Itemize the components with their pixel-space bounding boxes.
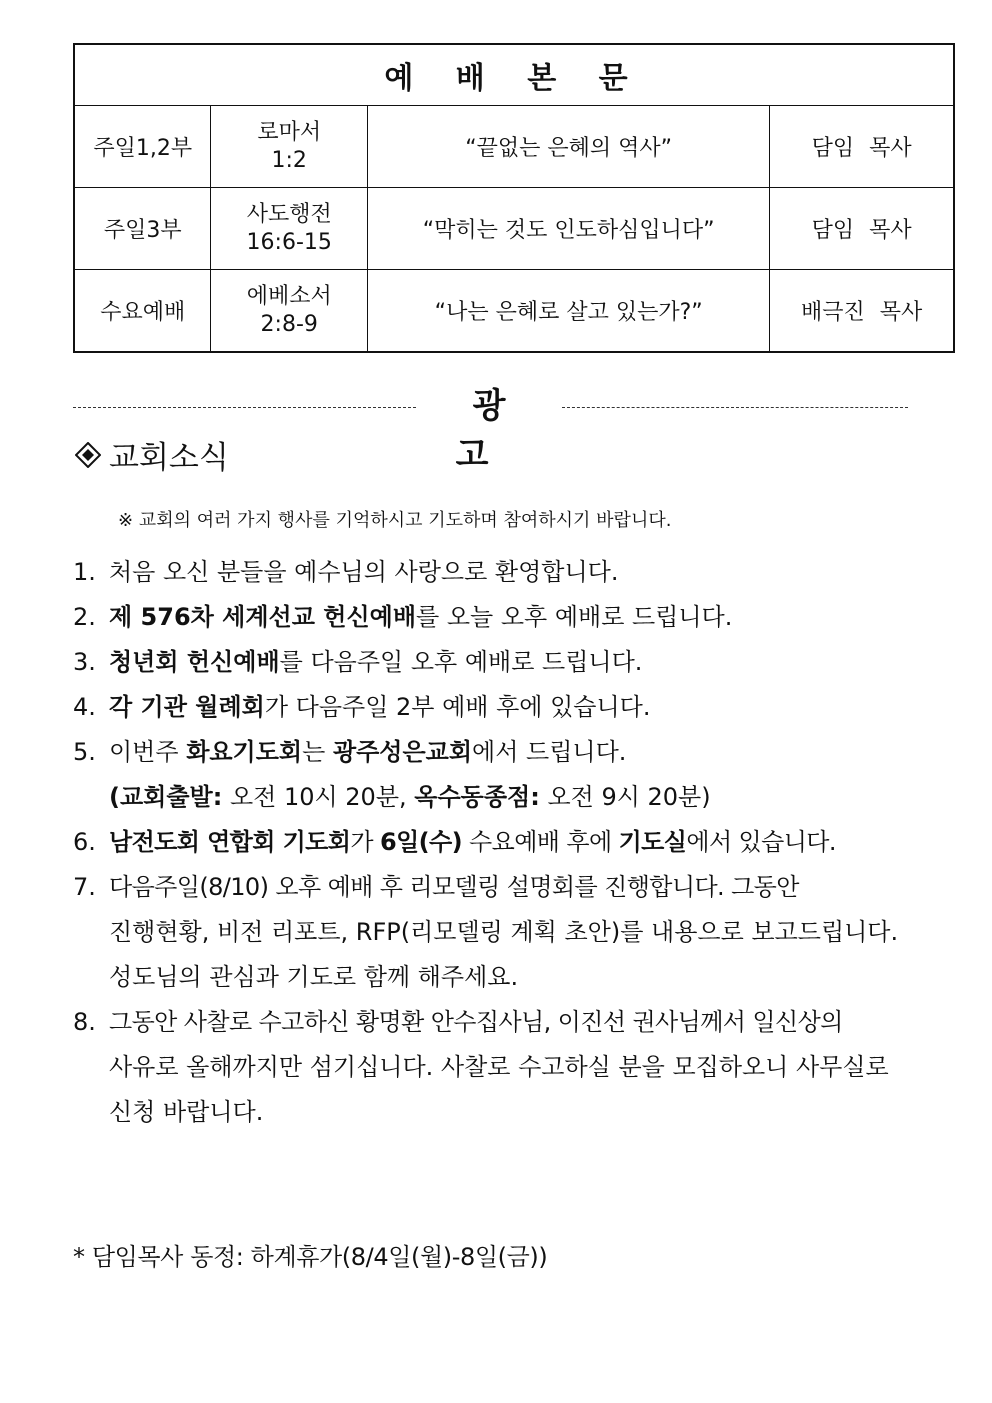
preacher: [770, 188, 954, 270]
scripture-verse: 1:2: [271, 147, 307, 173]
item-text: 에서 있습니다.: [686, 828, 836, 856]
item-number: 5.: [73, 738, 96, 766]
list-item: [73, 550, 933, 595]
announcements-title: 광 고: [455, 386, 540, 475]
item-bold: 교회출발:: [119, 783, 223, 811]
divider: [562, 407, 908, 408]
preacher-name: 담임 목사: [811, 218, 912, 243]
item-text: 는: [302, 738, 333, 766]
table-row: [74, 106, 954, 188]
list-item: [73, 640, 933, 685]
list-item: [73, 1000, 933, 1045]
item-text: 수요예배 후에: [462, 828, 619, 856]
item-number: 3.: [73, 648, 96, 676]
note-text: ※ 교회의 여러 가지 행사를 기억하시고 기도하며 참여하시기 바랍니다.: [118, 510, 672, 531]
scripture-verse: 16:6-15: [246, 229, 332, 255]
item-text: 성도님의 관심과 기도로 함께 해주세요.: [109, 963, 519, 991]
sermon-title: “끝없는 은혜의 역사”: [367, 106, 769, 188]
sermon-title: “나는 은혜로 살고 있는가?”: [367, 270, 769, 353]
service-name: 주일1,2부: [74, 106, 211, 188]
list-item-continuation: [73, 1045, 933, 1090]
service-name: 주일3부: [74, 188, 211, 270]
sermon-table: [73, 43, 955, 353]
sermon-table-title: 예 배 본 문: [74, 44, 954, 106]
item-bold: 6일(수): [379, 828, 462, 856]
item-number: 8.: [73, 1008, 96, 1036]
item-text: 오전 10시 20분,: [222, 783, 415, 811]
item-text: 이번주: [109, 738, 187, 766]
item-bold: 남전도회 연합회 기도회: [109, 828, 351, 856]
table-row: [74, 270, 954, 353]
divider: [73, 407, 416, 408]
list-item: [73, 820, 933, 865]
item-bold: 청년회 헌신예배: [109, 648, 280, 676]
item-text: 그동안 사찰로 수고하신 황명환 안수집사님, 이진선 권사님께서 일신상의: [109, 1008, 843, 1036]
item-bold: (: [109, 783, 120, 811]
scripture-book: 로마서: [257, 119, 322, 145]
list-item-continuation: [73, 1090, 933, 1135]
item-text: 오전 9시 20분): [539, 783, 711, 811]
item-number: 4.: [73, 693, 96, 721]
diamond-bullet-icon: [75, 442, 101, 468]
item-text: 처음 오신 분들을 예수님의 사랑으로 환영합니다.: [109, 558, 619, 586]
item-text: 진행현황, 비전 리포트, RFP(리모델링 계획 초안)를 내용으로 보고드립니다.: [109, 918, 899, 946]
scripture-book: 사도행전: [246, 201, 332, 227]
list-item: [73, 685, 933, 730]
preacher: [770, 106, 954, 188]
scripture: [211, 270, 368, 353]
pastor-schedule-footer: * 담임목사 동정: 하계휴가(8/4일(월)-8일(금)): [73, 1243, 548, 1271]
item-bold: 제 576차 세계선교 헌신예배: [109, 603, 417, 631]
item-text: 가 다음주일 2부 예배 후에 있습니다.: [264, 693, 651, 721]
item-number: 2.: [73, 603, 96, 631]
table-row: [74, 188, 954, 270]
preacher: [770, 270, 954, 353]
list-item: [73, 730, 933, 775]
item-text: 신청 바랍니다.: [109, 1098, 264, 1126]
sermon-title: “막히는 것도 인도하심입니다”: [367, 188, 769, 270]
item-number: 6.: [73, 828, 96, 856]
section-heading-text: 교회소식: [109, 440, 229, 476]
scripture-verse: 2:8-9: [260, 311, 318, 337]
item-text: 가: [350, 828, 380, 856]
item-bold: 각 기관 월례회: [109, 693, 265, 721]
list-item-continuation: [73, 955, 933, 1000]
list-item-continuation: [73, 775, 933, 820]
list-item-continuation: [73, 910, 933, 955]
scripture: [211, 106, 368, 188]
scripture-book: 에베소서: [246, 283, 332, 309]
item-text: 에서 드립니다.: [472, 738, 627, 766]
item-number: 1.: [73, 558, 96, 586]
item-text: 를 다음주일 오후 예배로 드립니다.: [279, 648, 643, 676]
item-text: 사유로 올해까지만 섬기십니다. 사찰로 수고하실 분을 모집하오니 사무실로: [109, 1053, 889, 1081]
item-bold: 광주성은교회: [332, 738, 473, 766]
item-bold: 화요기도회: [186, 738, 303, 766]
list-item: [73, 865, 933, 910]
preacher-name: 배극진 목사: [801, 300, 923, 325]
announcement-list: [73, 550, 933, 1135]
service-name: 수요예배: [74, 270, 211, 353]
scripture: [211, 188, 368, 270]
item-bold: 옥수동종점:: [414, 783, 540, 811]
section-heading: [75, 432, 229, 477]
item-text: 다음주일(8/10) 오후 예배 후 리모델링 설명회를 진행합니다. 그동안: [109, 873, 799, 901]
item-text: 를 오늘 오후 예배로 드립니다.: [416, 603, 733, 631]
preacher-name: 담임 목사: [811, 136, 912, 161]
list-item: [73, 595, 933, 640]
item-bold: 기도실: [618, 828, 687, 856]
item-number: 7.: [73, 873, 96, 901]
